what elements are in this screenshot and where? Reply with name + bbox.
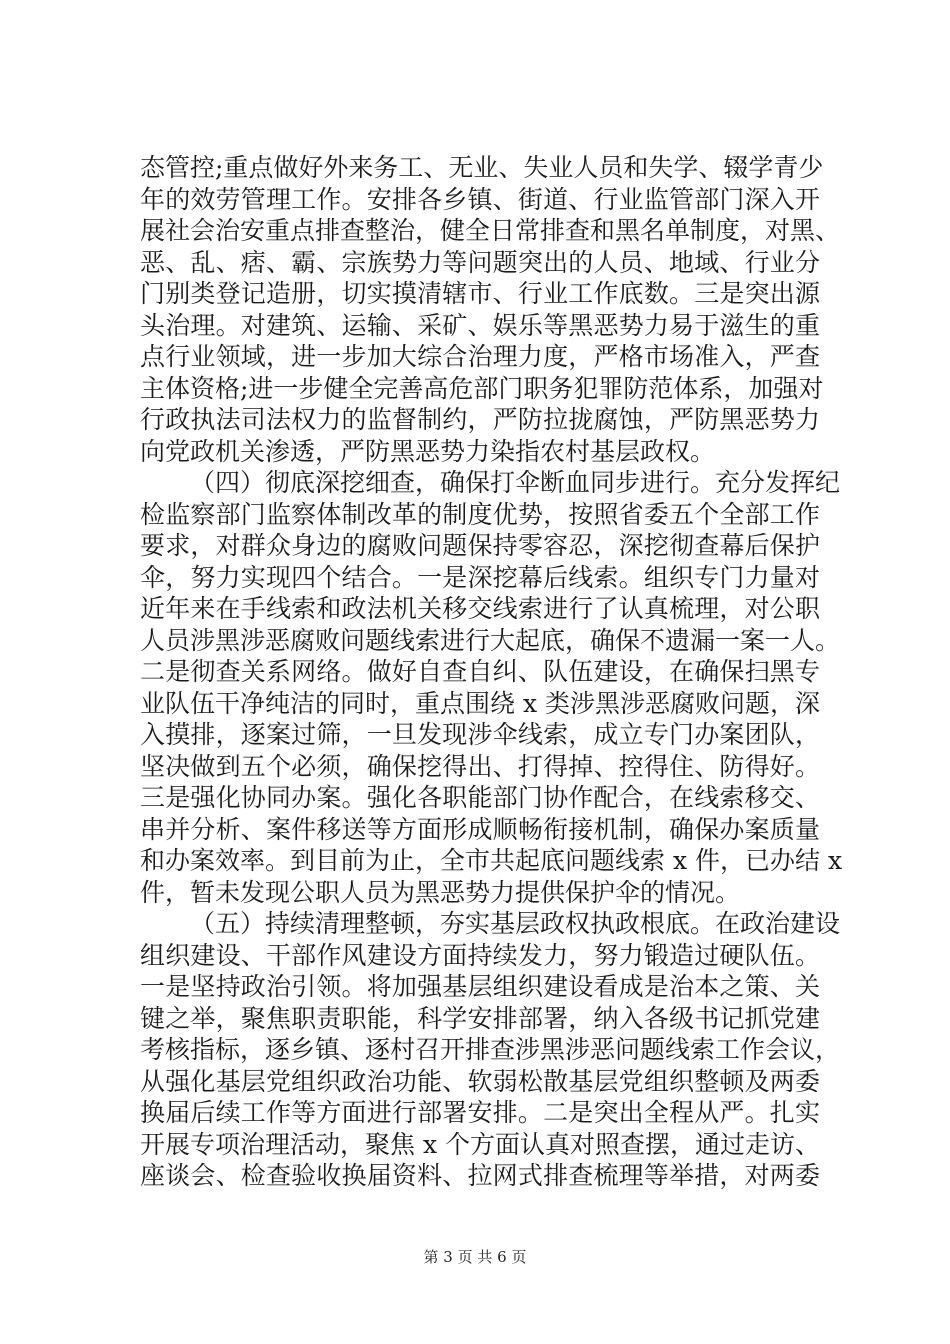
text-line: 态管控;重点做好外来务工、无业、失业人员和失学、辍学青少 [140, 153, 824, 182]
text-line: 近年来在手线索和政法机关移交线索进行了认真梳理，对公职 [140, 594, 820, 623]
text-line: 点行业领域，进一步加大综合治理力度，严格市场准入，严查 [140, 342, 820, 371]
text-line: 行政执法司法权力的监督制约，严防拉拢腐蚀，严防黑恶势力 [140, 405, 820, 434]
text-line: 人员涉黑涉恶腐败问题线索进行大起底，确保不遗漏一案一人。 [140, 625, 841, 655]
text-line: 要求，对群众身边的腐败问题保持零容忍，深挖彻查幕后保护 [140, 531, 820, 560]
text-line: 座谈会、检查验收换届资料、拉网式排查梳理等举措，对两委 [140, 1161, 820, 1190]
text-line: 组织建设、干部作风建设方面持续发力，努力锻造过硬队伍。 [140, 940, 820, 970]
text-line: 坚决做到五个必须，确保挖得出、打得掉、控得住、防得好。 [140, 751, 820, 781]
text-line: 换届后续工作等方面进行部署安排。二是突出全程从严。扎实 [140, 1098, 820, 1127]
text-line: 件，暂未发现公职人员为黑恶势力提供保护伞的情况。 [140, 877, 741, 907]
text-line: 主体资格;进一步健全完善高危部门职务犯罪防范体系，加强对 [140, 373, 824, 403]
text-line: 业队伍干净纯洁的同时，重点围绕 x 类涉黑涉恶腐败问题，深 [140, 688, 820, 718]
text-line: 一是坚持政治引领。将加强基层组织建设看成是治本之策、关 [140, 972, 820, 1001]
paragraph-heading-line: （四）彻底深挖细查，确保打伞断血同步进行。充分发挥纪 [190, 468, 841, 497]
text-line: 门别类登记造册，切实摸清辖市、行业工作底数。三是突出源 [140, 279, 820, 308]
text-line: 年的效劳管理工作。安排各乡镇、街道、行业监管部门深入开 [140, 184, 820, 214]
paragraph-continued [140, 152, 841, 467]
text-line: 和办案效率。到目前为止，全市共起底问题线索 x 件，已办结 x [140, 846, 843, 875]
text-line: 向党政机关渗透，严防黑恶势力染指农村基层政权。 [140, 436, 716, 466]
text-line: 键之举，聚焦职责职能，科学安排部署，纳入各级书记抓党建 [140, 1003, 820, 1033]
text-line: 恶、乱、痞、霸、宗族势力等问题突出的人员、地域、行业分 [140, 247, 820, 277]
text-line: 检监察部门监察体制改革的制度优势，按照省委五个全部工作 [140, 499, 820, 529]
page-number-footer: 第 3 页 共 6 页 [423, 1248, 527, 1266]
text-line: 头治理。对建筑、运输、采矿、娱乐等黑恶势力易于滋生的重 [140, 310, 820, 340]
document-body [140, 152, 843, 1192]
text-line: 三是强化协同办案。强化各职能部门协作配合，在线索移交、 [140, 783, 820, 812]
text-line: 开展专项治理活动，聚焦 x 个方面认真对照查摆，通过走访、 [140, 1129, 820, 1159]
paragraph-four [140, 467, 843, 908]
text-line: 入摸排，逐案过筛，一旦发现涉伞线索，成立专门办案团队， [140, 720, 820, 749]
text-line: 二是彻查关系网络。做好自查自纠、队伍建设，在确保扫黑专 [140, 657, 820, 686]
paragraph-five [140, 908, 841, 1192]
text-line: 串并分析、案件移送等方面形成顺畅衔接机制，确保办案质量 [140, 814, 820, 844]
text-line: 展社会治安重点排查整治，健全日常排查和黑名单制度，对黑、 [140, 216, 841, 245]
text-line: 从强化基层党组织政治功能、软弱松散基层党组织整顿及两委 [140, 1066, 820, 1096]
text-line: 考核指标，逐乡镇、逐村召开排查涉黑涉恶问题线索工作会议， [140, 1035, 841, 1064]
paragraph-heading-line: （五）持续清理整顿，夯实基层政权执政根底。在政治建设 [190, 909, 841, 938]
text-line: 伞，努力实现四个结合。一是深挖幕后线索。组织专门力量对 [140, 562, 820, 592]
